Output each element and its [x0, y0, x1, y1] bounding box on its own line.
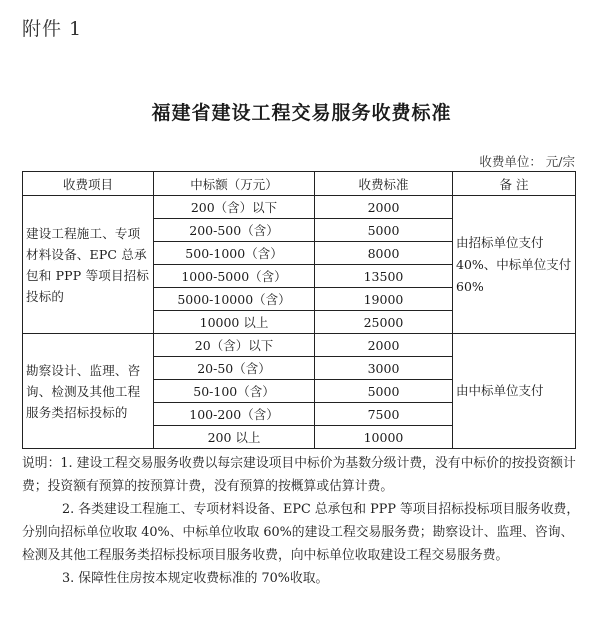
- fee-unit-label: 收费单位： 元/宗: [479, 154, 575, 169]
- remark-construction: 由招标单位支付 40%、中标单位支付 60%: [453, 196, 576, 334]
- award-range: 20-50（含）: [154, 357, 315, 380]
- note-item-2: 2. 各类建设工程施工、专项材料设备、EPC 总承包和 PPP 等项目招标投标项目服务收费，分别向招标单位收取 40%、中标单位收取 60%的建设工程交易服务费；勘察设计、监理、咨询、检测及其他工程服务类招标投标项目服务收费，向中标单位收取建设工程交易服务费。: [22, 502, 580, 563]
- header-remarks: 备 注: [453, 172, 576, 196]
- fee-value: 5000: [315, 380, 453, 403]
- category-services: 勘察设计、监理、咨询、检测及其他工程服务类招标投标的: [23, 334, 154, 449]
- award-range: 20（含）以下: [154, 334, 315, 357]
- fee-value: 3000: [315, 357, 453, 380]
- note-item-1: 说明：1. 建设工程交易服务收费以每宗建设项目中标价为基数分级计费，没有中标价的按投资额计费；投资额有预算的按预算计费，没有预算的按概算或估算计费。: [22, 456, 576, 494]
- note-item-3: 3. 保障性住房按本规定收费标准的 70%收取。: [62, 571, 329, 586]
- award-range: 200-500（含）: [154, 219, 315, 242]
- award-range: 100-200（含）: [154, 403, 315, 426]
- attachment-label: 附件 1: [22, 18, 83, 40]
- fee-value: 25000: [315, 311, 453, 334]
- table-row: [23, 334, 576, 357]
- fee-value: 5000: [315, 219, 453, 242]
- document-title: 福建省建设工程交易服务收费标准: [151, 102, 452, 124]
- award-range: 1000-5000（含）: [154, 265, 315, 288]
- explanatory-notes: [22, 452, 582, 590]
- fee-table: [22, 171, 576, 449]
- fee-value: 2000: [315, 196, 453, 219]
- fee-value: 19000: [315, 288, 453, 311]
- award-range: 50-100（含）: [154, 380, 315, 403]
- award-range: 10000 以上: [154, 311, 315, 334]
- category-construction: 建设工程施工、专项材料设备、EPC 总承包和 PPP 等项目招标投标的: [23, 196, 154, 334]
- table-row: [23, 196, 576, 219]
- award-range: 200（含）以下: [154, 196, 315, 219]
- fee-value: 10000: [315, 426, 453, 449]
- award-range: 200 以上: [154, 426, 315, 449]
- fee-value: 2000: [315, 334, 453, 357]
- table-header-row: [23, 172, 576, 196]
- remark-services: 由中标单位支付: [453, 334, 576, 449]
- header-award-amount: 中标额（万元）: [154, 172, 315, 196]
- fee-value: 8000: [315, 242, 453, 265]
- fee-value: 7500: [315, 403, 453, 426]
- award-range: 5000-10000（含）: [154, 288, 315, 311]
- award-range: 500-1000（含）: [154, 242, 315, 265]
- header-fee-standard: 收费标准: [315, 172, 453, 196]
- fee-value: 13500: [315, 265, 453, 288]
- header-category: 收费项目: [23, 172, 154, 196]
